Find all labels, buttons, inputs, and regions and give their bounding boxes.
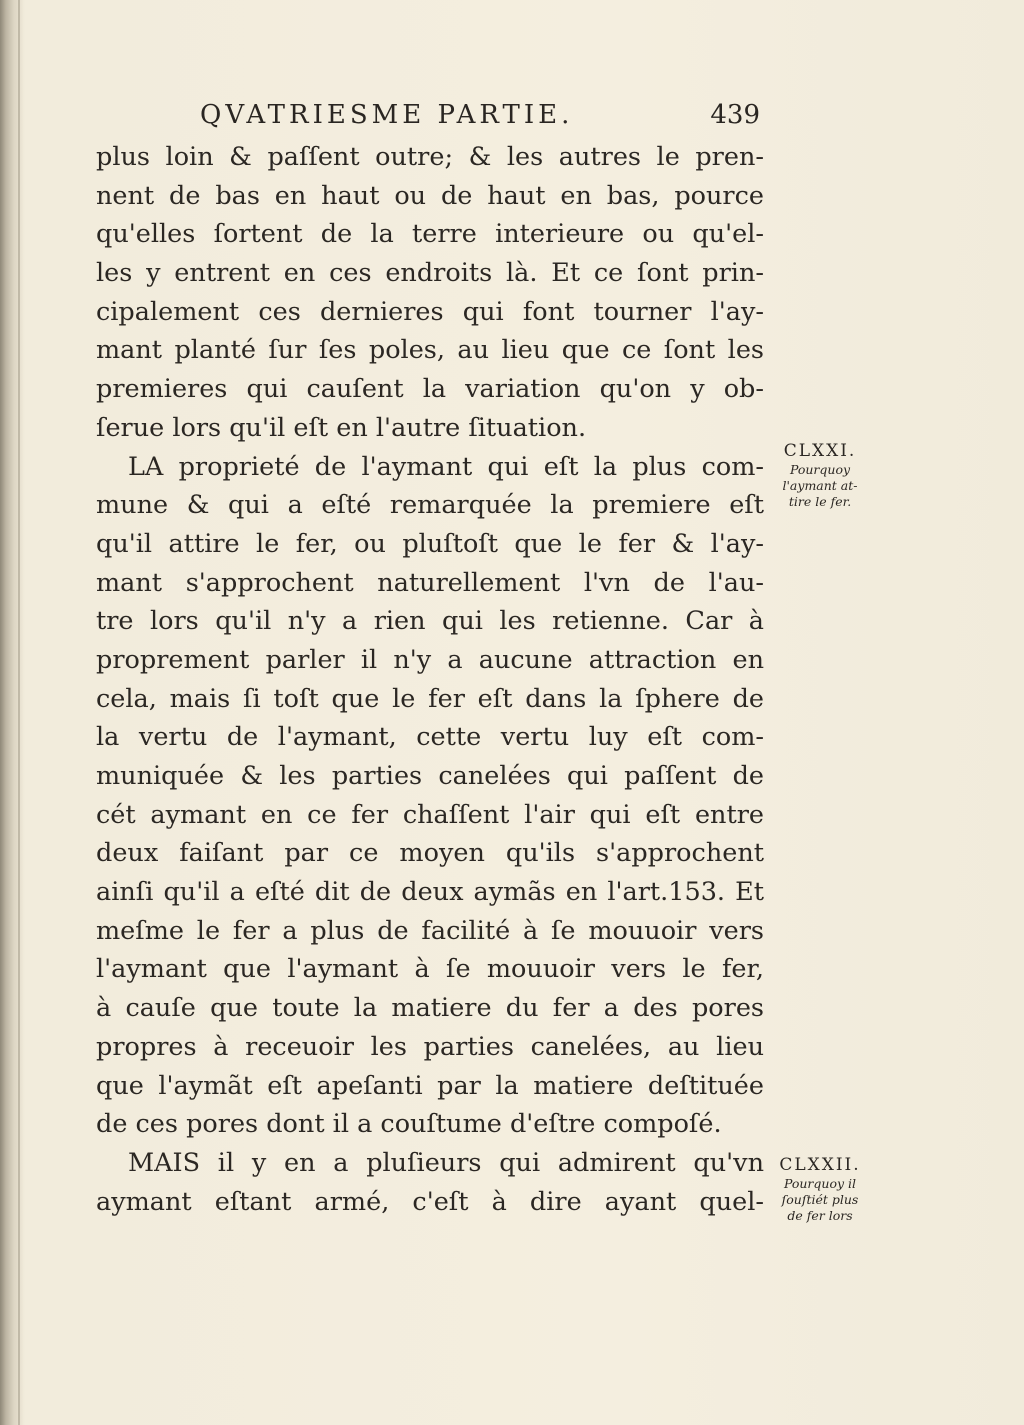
margin-note-1 (760, 440, 880, 510)
text-line: les y entrent en ces endroits là. Et ce ſont prin- (96, 258, 764, 289)
paragraph-2 (96, 448, 764, 1144)
margin-note-number: CLXXI. (783, 441, 857, 461)
paragraph-1 (96, 138, 764, 448)
text-line: mant planté ſur ſes poles, au lieu que ce ſont les (96, 335, 764, 366)
main-text-block (96, 138, 764, 1221)
text-line: qu'il attire le fer, ou pluſtoſt que le fer & l'ay- (96, 528, 764, 559)
text-line: tre lors qu'il n'y a rien qui les retienne. Car à (96, 606, 764, 637)
gutter-fold-line (18, 0, 20, 1425)
text-line: proprement parler il n'y a aucune attraction en (96, 644, 764, 675)
text-line: deux faiſant par ce moyen qu'ils s'approchent (96, 838, 764, 869)
text-line: propres à receuoir les parties canelées, au lieu (96, 1031, 764, 1062)
text-line: de ces pores dont il a couſtume d'eſtre compoſé. (96, 1109, 722, 1140)
text-line: ſerue lors qu'il eſt en l'autre ſituation. (96, 412, 587, 443)
text-line: nent de bas en haut ou de haut en bas, pource (96, 180, 764, 211)
page-gutter (0, 0, 24, 1425)
text-line: l'aymant que l'aymant à ſe mouuoir vers le fer, (96, 954, 764, 985)
text-line: premieres qui cauſent la variation qu'on y ob- (96, 374, 764, 405)
page-header (200, 100, 760, 140)
text-line: mant s'approchent naturellement l'vn de l'au- (96, 567, 764, 598)
paragraph-3 (96, 1144, 764, 1221)
margin-note-line: tire le fer. (788, 494, 852, 509)
text-line: qu'elles ſortent de la terre interieure ou qu'el- (96, 219, 764, 250)
text-line: mune & qui a eſté remarquée la premiere eſt (96, 490, 764, 521)
text-line: LA proprieté de l'aymant qui eſt la plus com- (128, 451, 764, 482)
margin-note-line: Pourquoy il (783, 1176, 857, 1191)
running-title: QVATRIESME PARTIE. (200, 100, 574, 130)
text-line: MAIS il y en a pluſieurs qui admirent qu'vn (128, 1147, 764, 1178)
margin-note-line: Pourquoy (789, 462, 851, 477)
text-line: muniquée & les parties canelées qui paſſent de (96, 761, 764, 791)
text-line: que l'aymãt eſt apeſanti par la matiere deſtituée (96, 1070, 764, 1101)
text-line: plus loin & paſſent outre; & les autres le pren- (96, 142, 764, 172)
page-number: 439 (710, 100, 760, 130)
margin-note-number: CLXXII. (779, 1155, 861, 1175)
margin-note-line: de fer lors (787, 1208, 853, 1223)
margin-note-line: ſouſtiét plus (781, 1192, 859, 1207)
text-line: la vertu de l'aymant, cette vertu luy eſt com- (96, 722, 764, 753)
margin-note-line: l'aymant at- (782, 478, 858, 493)
text-line: cela, mais ſi toſt que le fer eſt dans la ſphere de (96, 683, 764, 714)
text-line: ainſi qu'il a eſté dit de deux aymãs en l'art.153. Et (96, 877, 764, 908)
text-line: aymant eſtant armé, c'eſt à dire ayant quel- (96, 1186, 764, 1217)
text-line: meſme le fer a plus de facilité à ſe mouuoir vers (96, 915, 764, 946)
margin-note-2 (760, 1154, 880, 1224)
text-line: à cauſe que toute la matiere du fer a des pores (96, 993, 764, 1024)
text-line: cét aymant en ce fer chaſſent l'air qui eſt entre (96, 799, 764, 830)
text-line: cipalement ces dernieres qui font tourner l'ay- (96, 296, 764, 327)
